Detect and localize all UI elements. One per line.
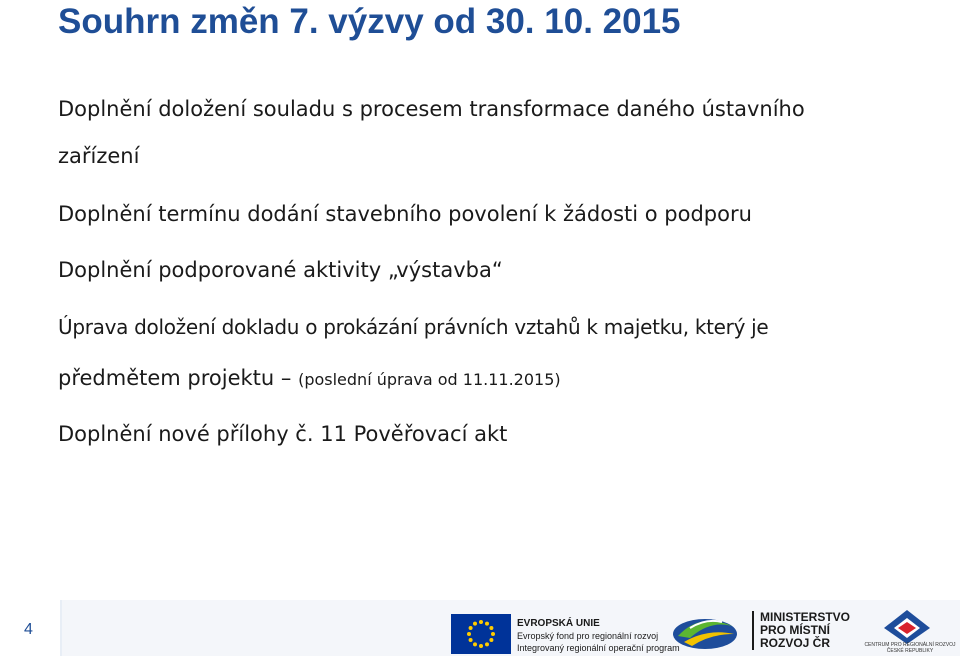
- crr-line1: CENTRUM PRO REGIONÁLNÍ ROZVOJ: [864, 642, 956, 648]
- item-majetek-line1: Úprava doložení dokladu o prokázání právních vztahů k majetku, který je: [58, 315, 769, 339]
- item-vystavba: Doplnění podporované aktivity „výstavba“: [58, 258, 503, 282]
- crr-line2: ČESKÉ REPUBLIKY: [886, 648, 934, 654]
- eu-text: [517, 618, 680, 654]
- footer: [0, 600, 960, 656]
- mmr-line1: MINISTERSTVO: [760, 610, 851, 624]
- eu-fund: Evropský fond pro regionální rozvoj: [517, 631, 659, 641]
- page-number-tab: [0, 600, 62, 656]
- item-transformace-line1: Doplnění doložení souladu s procesem transformace daného ústavního: [58, 97, 805, 121]
- item-majetek-line2: [58, 352, 561, 406]
- mmr-text: [752, 611, 850, 650]
- crr-text: [860, 642, 960, 654]
- item-poverovaci-akt: Doplnění nové přílohy č. 11 Pověřovací akt: [58, 422, 508, 446]
- mmr-logo-icon: [670, 608, 740, 654]
- slide-title: Souhrn změn 7. výzvy od 30. 10. 2015: [58, 2, 681, 41]
- item-majetek-line2-note: (poslední úprava od 11.11.2015): [298, 370, 561, 389]
- eu-program: Integrovaný regionální operační program: [517, 643, 680, 653]
- crr-logo-icon: [872, 608, 942, 646]
- item-stavebni-povoleni: Doplnění termínu dodání stavebního povolení k žádosti o podporu: [58, 202, 752, 226]
- item-majetek-line2-main: předmětem projektu –: [58, 366, 299, 390]
- mmr-line2: PRO MÍSTNÍ: [760, 623, 831, 637]
- page-number: 4: [24, 621, 33, 638]
- mmr-line3: ROZVOJ ČR: [760, 636, 831, 650]
- item-transformace-line2: zařízení: [58, 144, 140, 168]
- eu-name: EVROPSKÁ UNIE: [517, 618, 600, 629]
- eu-flag-icon: [451, 614, 511, 654]
